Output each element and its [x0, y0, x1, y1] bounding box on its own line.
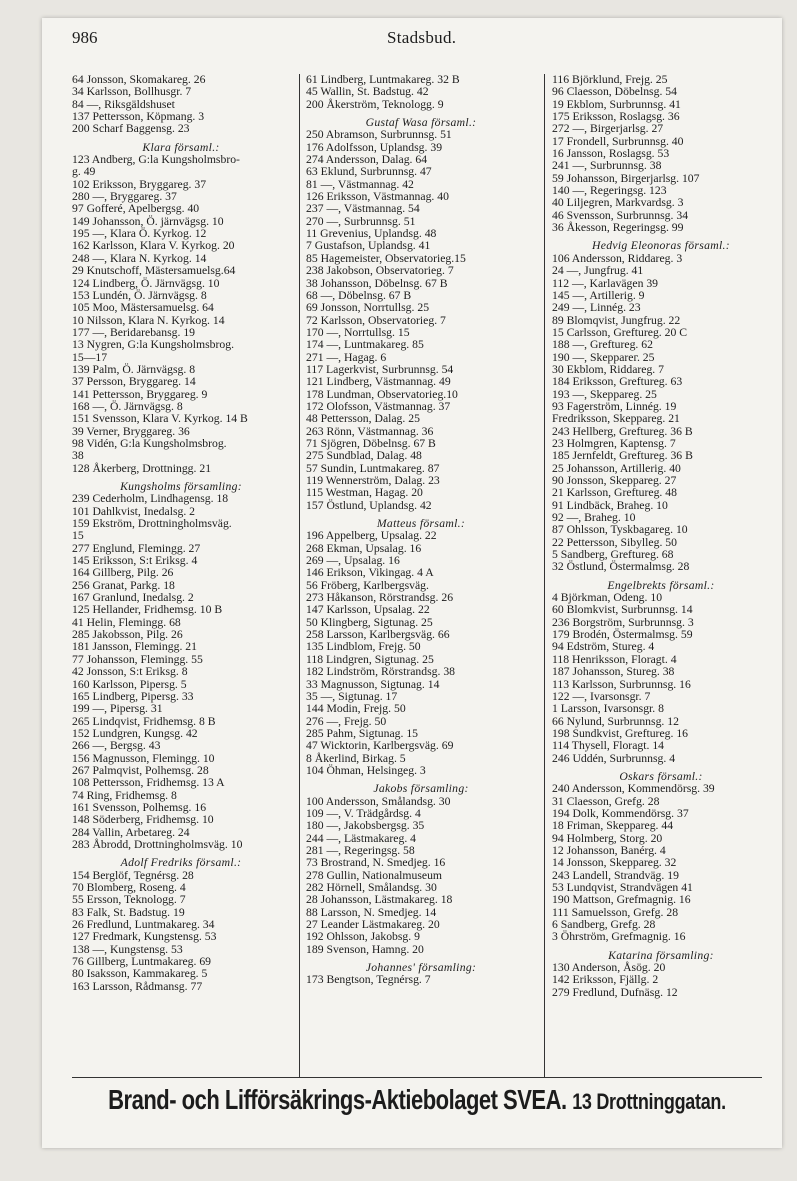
footer-rule: [72, 1077, 762, 1078]
advertisement-address: 13 Drottninggatan.: [572, 1089, 726, 1114]
directory-entry: 138 —, Kungstensg. 53: [72, 942, 183, 956]
directory-entry: 92 —, Braheg. 10: [552, 511, 636, 525]
directory-entry: 244 —, Lästmakareg. 4: [306, 831, 417, 845]
directory-entry: 258 Larsson, Karlbergsväg. 66: [306, 628, 450, 642]
directory-entry: 117 Lagerkvist, Surbrunnsg. 54: [306, 362, 454, 376]
directory-entry: 13 Nygren, G:la Kungsholmsbrog.: [72, 338, 234, 352]
directory-entry: 240 Andersson, Kommendörsg. 39: [552, 782, 715, 796]
directory-entry: 130 Anderson, Åsög. 20: [552, 961, 666, 975]
directory-entry: 89 Blomqvist, Jungfrug. 22: [552, 313, 681, 327]
directory-entry: 182 Lindström, Rörstrandsg. 38: [306, 665, 456, 679]
directory-entry: 102 Eriksson, Bryggareg. 37: [72, 177, 207, 191]
directory-entry: 10 Nilsson, Klara N. Kyrkog. 14: [72, 313, 225, 327]
directory-entry: 76 Gillberg, Luntmakareg. 69: [72, 955, 212, 969]
directory-entry: 77 Johansson, Flemingg. 55: [72, 652, 203, 666]
directory-entry: 18 Friman, Skeppareg. 44: [552, 819, 674, 833]
directory-entry: 162 Karlsson, Klara V. Kyrkog. 20: [72, 239, 235, 253]
directory-entry: 12 Johansson, Banérg. 4: [552, 843, 666, 857]
directory-entry: 160 Karlsson, Pipersg. 5: [72, 677, 187, 691]
directory-entry: 31 Claesson, Grefg. 28: [552, 794, 660, 808]
directory-entry: 184 Eriksson, Greftureg. 63: [552, 375, 683, 389]
directory-entry: 48 Pettersson, Dalag. 25: [306, 412, 420, 426]
directory-entry: 161 Svensson, Polhemsg. 16: [72, 800, 207, 814]
directory-entry: 200 Åkerström, Teknologg. 9: [306, 97, 444, 111]
directory-entry: 271 —, Hagag. 6: [306, 350, 387, 364]
directory-entry: 7 Gustafson, Uplandsg. 41: [306, 239, 431, 253]
column-3: [552, 74, 770, 999]
directory-entry: 53 Lundqvist, Strandvägen 41: [552, 881, 693, 894]
directory-entry: 265 Lindqvist, Fridhemsg. 8 B: [72, 714, 216, 728]
directory-entry: 122 —, Ivarsonsgr. 7: [552, 689, 651, 703]
directory-entry: 269 —, Upsalag. 16: [306, 554, 400, 568]
directory-entry: 144 Modin, Frejg. 50: [306, 702, 406, 716]
directory-entry: 94 Edström, Stureg. 4: [552, 640, 655, 654]
directory-entry: 135 Lindblom, Frejg. 50: [306, 640, 421, 654]
parish-heading: Oskars församl.:: [619, 769, 703, 783]
directory-entry: 141 Pettersson, Bryggareg. 9: [72, 387, 208, 401]
parish-heading: Jakobs församling:: [373, 782, 469, 796]
directory-entry: 112 —, Karlavägen 39: [552, 276, 659, 290]
directory-entry: 101 Dahlkvist, Inedalsg. 2: [72, 504, 196, 518]
directory-entry: 278 Gullin, Nationalmuseum: [306, 868, 443, 882]
directory-entry: 91 Lindbäck, Braheg. 10: [552, 498, 668, 512]
directory-entry: 152 Lundgren, Kungsg. 42: [72, 726, 198, 740]
directory-entry: 153 Lundén, Ö. Järnvägsg. 8: [72, 288, 207, 302]
directory-entry: 128 Åkerberg, Drottningg. 21: [72, 461, 212, 475]
directory-entry: 60 Blomkvist, Surbrunnsg. 14: [552, 603, 693, 617]
directory-entry: 116 Björklund, Frejg. 25: [552, 74, 668, 86]
directory-entry: 263 Rönn, Västmannag. 36: [306, 424, 434, 438]
directory-entry: 14 Jonsson, Skeppareg. 32: [552, 856, 677, 870]
directory-entry: 24 —, Jungfrug. 41: [552, 264, 644, 278]
column-1: [72, 74, 290, 993]
directory-entry: 137 Pettersson, Köpmang. 3: [72, 110, 205, 124]
directory-entry: 237 —, Västmannag. 54: [306, 202, 420, 216]
directory-entry: 46 Svensson, Surbrunnsg. 34: [552, 208, 689, 222]
directory-entry: 19 Ekblom, Surbrunnsg. 41: [552, 97, 681, 111]
directory-entry: 50 Klingberg, Sigtunag. 25: [306, 615, 433, 629]
directory-entry: 113 Karlsson, Surbrunnsg. 16: [552, 677, 691, 691]
directory-entry: 236 Borgström, Surbrunnsg. 3: [552, 615, 694, 629]
directory-entry: 8 Åkerlind, Birkag. 5: [306, 751, 406, 765]
directory-entry: 196 Appelberg, Upsalag. 22: [306, 529, 437, 543]
directory-entry: 146 Erikson, Vikingag. 4 A: [306, 566, 434, 580]
directory-entry: 4 Björkman, Odeng. 10: [552, 591, 663, 605]
directory-entry: 189 Svenson, Hamng. 20: [306, 942, 424, 956]
page-header: [72, 28, 762, 58]
directory-entry: 165 Lindberg, Pipersg. 33: [72, 689, 194, 703]
directory-entry: 243 Hellberg, Greftureg. 36 B: [552, 424, 693, 438]
directory-entry: 30 Ekblom, Riddareg. 7: [552, 362, 664, 376]
directory-entry: 40 Liljegren, Markvardsg. 3: [552, 196, 684, 210]
directory-entry: 23 Holmgren, Kaptensg. 7: [552, 436, 676, 450]
directory-entry: 80 Isaksson, Kammakareg. 5: [72, 967, 208, 981]
directory-entry: 145 Eriksson, S:t Eriksg. 4: [72, 554, 198, 568]
directory-entry: 25 Johansson, Artillerig. 40: [552, 461, 681, 475]
directory-entry: 151 Svensson, Klara V. Kyrkog. 14 B: [72, 412, 248, 426]
directory-entry: 93 Fagerström, Linnég. 19: [552, 399, 677, 413]
directory-entry: 148 Söderberg, Fridhemsg. 10: [72, 813, 214, 827]
directory-entry: 145 —, Artillerig. 9: [552, 288, 645, 302]
directory-entry: 11 Grevenius, Uplandsg. 48: [306, 227, 437, 241]
directory-entry: 72 Karlsson, Observatorieg. 7: [306, 313, 446, 327]
directory-entry: 64 Jonsson, Skomakareg. 26: [72, 74, 206, 86]
directory-entry: 163 Larsson, Rådmansg. 77: [72, 979, 203, 993]
directory-entry: 157 Östlund, Uplandsg. 42: [306, 498, 432, 512]
directory-entry: 111 Samuelsson, Grefg. 28: [552, 905, 679, 919]
directory-entry: 119 Wennerström, Dalag. 23: [306, 474, 440, 487]
directory-entry: 123 Andberg, G:la Kungsholmsbro-: [72, 153, 240, 167]
directory-entry: 16 Jansson, Roslagsg. 53: [552, 147, 670, 161]
directory-page: [42, 18, 782, 1148]
directory-entry: 147 Karlsson, Upsalag. 22: [306, 603, 430, 617]
directory-entry: 179 Brodén, Östermalmsg. 59: [552, 628, 693, 642]
directory-entry: 198 Sundkvist, Greftureg. 16: [552, 726, 689, 740]
directory-entry: 283 Åbrodd, Drottningholmsväg. 10: [72, 837, 243, 851]
directory-entry: 149 Johansson, Ö. järnvägsg. 10: [72, 214, 224, 228]
directory-entry: 193 —, Skeppareg. 25: [552, 387, 657, 401]
directory-entry: 42 Jonsson, S:t Eriksg. 8: [72, 665, 188, 679]
directory-entry: 142 Eriksson, Fjällg. 2: [552, 973, 659, 987]
directory-entry: 268 Ekman, Upsalag. 16: [306, 541, 422, 555]
parish-heading: Hedvig Eleonoras församl.:: [592, 239, 730, 253]
directory-entry: 192 Ohlsson, Jakobsg. 9: [306, 930, 420, 944]
directory-entry: 277 Englund, Flemingg. 27: [72, 541, 201, 555]
section-title: Stadsbud.: [387, 28, 457, 47]
directory-entry: 124 Lindberg, Ö. Järnvägsg. 10: [72, 276, 220, 290]
directory-entry: 273 Håkanson, Rörstrandsg. 26: [306, 591, 454, 605]
directory-entry: 59 Johansson, Birgerjarlsg. 107: [552, 171, 700, 185]
directory-entry: 71 Sjögren, Döbelnsg. 67 B: [306, 436, 436, 450]
directory-entry: 66 Nylund, Surbrunnsg. 12: [552, 714, 679, 728]
directory-entry: 70 Blomberg, Roseng. 4: [72, 881, 186, 894]
directory-entry: 38: [72, 449, 84, 463]
directory-entry: 125 Hellander, Fridhemsg. 10 B: [72, 603, 223, 617]
directory-entry: 57 Sundin, Luntmakareg. 87: [306, 461, 440, 475]
directory-entry: 284 Vallin, Arbetareg. 24: [72, 825, 190, 839]
column-divider: [299, 74, 300, 1077]
parish-heading: Kungsholms församling:: [120, 480, 242, 493]
directory-entry: 238 Jakobson, Observatorieg. 7: [306, 264, 454, 278]
directory-entry: 154 Berglöf, Tegnérsg. 28: [72, 868, 194, 882]
directory-entry: 106 Andersson, Riddareg. 3: [552, 251, 683, 265]
directory-entry: 118 Lindgren, Sigtunag. 25: [306, 652, 434, 666]
directory-entry: 248 —, Klara N. Kyrkog. 14: [72, 251, 207, 265]
directory-entry: 121 Lindberg, Västmannag. 49: [306, 375, 451, 389]
directory-entry: 96 Claesson, Döbelnsg. 54: [552, 85, 677, 99]
directory-entry: 239 Cederholm, Lindhagensg. 18: [72, 492, 229, 506]
directory-entry: 15: [72, 529, 84, 543]
directory-entry: 272 —, Birgerjarlsg. 27: [552, 122, 664, 136]
directory-entry: 33 Magnusson, Sigtunag. 14: [306, 677, 440, 691]
directory-entry: 281 —, Regeringsg. 58: [306, 843, 415, 857]
directory-entry: 275 Sundblad, Dalag. 48: [306, 449, 422, 463]
directory-entry: 56 Fröberg, Karlbergsväg.: [306, 578, 429, 592]
directory-entry: 195 —, Klara Ö. Kyrkog. 12: [72, 227, 207, 241]
directory-entry: 194 Dolk, Kommendörsg. 37: [552, 806, 689, 820]
directory-entry: 15—17: [72, 350, 108, 364]
directory-entry: 36 Åkesson, Regeringsg. 99: [552, 221, 684, 235]
directory-entry: 276 —, Frejg. 50: [306, 714, 387, 728]
directory-entry: 85 Hagemeister, Observatorieg.15: [306, 251, 466, 265]
directory-entry: 74 Ring, Fridhemsg. 8: [72, 788, 177, 802]
parish-heading: Adolf Fredriks församl.:: [120, 856, 242, 870]
directory-entry: 139 Palm, Ö. Järnvägsg. 8: [72, 362, 196, 376]
parish-heading: Johannes' församling:: [365, 961, 477, 975]
directory-entry: 35 —, Sigtunag. 17: [306, 689, 398, 703]
directory-entry: 21 Karlsson, Greftureg. 48: [552, 486, 677, 500]
directory-entry: 267 Palmqvist, Polhemsg. 28: [72, 763, 209, 777]
directory-entry: 249 —, Linnég. 23: [552, 301, 641, 315]
directory-entry: 167 Granlund, Inedalsg. 2: [72, 591, 194, 605]
directory-entry: 1 Larsson, Ivarsonsgr. 8: [552, 702, 664, 716]
directory-entry: 282 Hörnell, Smålandsg. 30: [306, 881, 437, 894]
directory-entry: 90 Jonsson, Skeppareg. 27: [552, 474, 677, 487]
directory-entry: 28 Johansson, Lästmakareg. 18: [306, 893, 453, 907]
directory-entry: 187 Johansson, Stureg. 38: [552, 665, 675, 679]
directory-entry: 118 Henriksson, Floragt. 4: [552, 652, 677, 666]
directory-entry: 34 Karlsson, Bollhusgr. 7: [72, 85, 192, 99]
directory-entry: 180 —, Jakobsbergsg. 35: [306, 819, 425, 833]
directory-entry: 266 —, Bergsg. 43: [72, 739, 161, 753]
directory-entry: 176 Adolfsson, Uplandsg. 39: [306, 140, 443, 154]
directory-entry: 185 Jernfeldt, Greftureg. 36 B: [552, 449, 693, 463]
directory-entry: 173 Bengtson, Tegnérsg. 7: [306, 973, 431, 987]
directory-entry: 177 —, Beridarebansg. 19: [72, 325, 196, 339]
directory-entry: 250 Abramson, Surbrunnsg. 51: [306, 128, 452, 142]
directory-entry: 83 Falk, St. Badstug. 19: [72, 905, 185, 919]
directory-entry: 84 —, Riksgäldshuset: [72, 97, 175, 111]
directory-entry: 37 Persson, Bryggareg. 14: [72, 375, 196, 389]
parish-heading: Katarina församling:: [608, 948, 714, 962]
directory-entry: g. 49: [72, 165, 96, 179]
directory-entry: 88 Larsson, N. Smedjeg. 14: [306, 905, 437, 919]
directory-entry: 97 Gofferé, Apelbergsg. 40: [72, 202, 200, 216]
directory-entry: 126 Eriksson, Västmannag. 40: [306, 190, 449, 204]
advertisement: [72, 1084, 762, 1117]
directory-entry: 41 Helin, Flemingg. 68: [72, 615, 181, 629]
directory-entry: 181 Jansson, Flemingg. 21: [72, 640, 197, 654]
parish-heading: Klara församl.:: [142, 140, 220, 154]
directory-entry: 5 Sandberg, Greftureg. 68: [552, 548, 674, 562]
directory-entry: 200 Scharf Baggensg. 23: [72, 122, 190, 136]
directory-entry: 15 Carlsson, Greftureg. 20 C: [552, 325, 688, 339]
directory-entry: 26 Fredlund, Luntmakareg. 34: [72, 918, 215, 932]
directory-entry: 81 —, Västmannag. 42: [306, 177, 414, 191]
directory-entry: 55 Ersson, Teknologg. 7: [72, 893, 186, 907]
directory-entry: 87 Ohlsson, Tyskbagareg. 10: [552, 523, 688, 537]
directory-entry: 115 Westman, Hagag. 20: [306, 486, 423, 500]
directory-entry: 45 Wallin, St. Badstug. 42: [306, 85, 429, 99]
directory-entry: 164 Gillberg, Pilg. 26: [72, 566, 174, 580]
directory-entry: 285 Jakobsson, Pilg. 26: [72, 628, 183, 642]
directory-entry: 127 Fredmark, Kungstensg. 53: [72, 930, 217, 944]
parish-heading: Gustaf Wasa församl.:: [365, 116, 477, 130]
directory-entry: 174 —, Luntmakareg. 85: [306, 338, 424, 352]
directory-entry: 22 Pettersson, Sibylleg. 50: [552, 535, 677, 549]
directory-entry: 246 Uddén, Surbrunnsg. 4: [552, 751, 676, 765]
directory-entry: 190 —, Skepparег. 25: [552, 350, 655, 364]
directory-entry: 109 —, V. Trädgårdsg. 4: [306, 806, 421, 820]
directory-entry: 68 —, Döbelnsg. 67 B: [306, 288, 412, 302]
advertisement-company: Brand- och Lifförsäkrings-Aktiebolaget SVEA.: [108, 1084, 567, 1116]
directory-entry: 73 Brostrand, N. Smedjeg. 16: [306, 856, 446, 870]
directory-entry: 159 Ekström, Drottningholmsväg.: [72, 517, 232, 531]
directory-entry: 172 Olofsson, Västmannag. 37: [306, 399, 451, 413]
directory-entry: 241 —, Surbrunnsg. 38: [552, 159, 662, 173]
directory-entry: 256 Granat, Parkg. 18: [72, 578, 175, 592]
directory-entry: 188 —, Greftureg. 62: [552, 338, 653, 352]
directory-entry: 6 Sandberg, Grefg. 28: [552, 918, 656, 932]
directory-entry: 270 —, Surbrunnsg. 51: [306, 214, 416, 228]
directory-entry: 243 Landell, Strandväg. 19: [552, 868, 679, 882]
directory-entry: 279 Fredlund, Dufnäsg. 12: [552, 985, 678, 999]
directory-entry: 39 Verner, Bryggareg. 36: [72, 424, 190, 438]
directory-entry: 69 Jonsson, Norrtullsg. 25: [306, 301, 430, 315]
directory-entry: 108 Pettersson, Fridhemsg. 13 A: [72, 776, 225, 790]
directory-entry: 29 Knutschoff, Mästersamuelsg.64: [72, 264, 236, 278]
directory-entry: 100 Andersson, Smålandsg. 30: [306, 794, 451, 808]
directory-entry: 178 Lundman, Observatorieg.10: [306, 387, 458, 401]
directory-entry: 274 Andersson, Dalag. 64: [306, 153, 428, 167]
column-2: [306, 74, 536, 987]
directory-entry: 63 Eklund, Surbrunnsg. 47: [306, 165, 432, 179]
directory-entry: 114 Thysell, Floragt. 14: [552, 739, 665, 753]
directory-entry: 3 Öhrström, Grefmagnig. 16: [552, 930, 686, 944]
column-divider: [544, 74, 545, 1077]
page-number: 986: [72, 28, 98, 47]
directory-entry: 98 Vidén, G:la Kungsholmsbrog.: [72, 436, 227, 450]
directory-entry: 27 Leander Lästmakareg. 20: [306, 918, 440, 932]
directory-entry: 104 Öhman, Helsingeg. 3: [306, 763, 426, 777]
directory-entry: 280 —, Bryggareg. 37: [72, 190, 177, 204]
directory-entry: 156 Magnusson, Flemingg. 10: [72, 751, 215, 765]
parish-heading: Engelbrekts församl.:: [607, 578, 715, 592]
directory-entry: 285 Pahm, Sigtunag. 15: [306, 726, 419, 740]
directory-entry: 61 Lindberg, Luntmakareg. 32 B: [306, 74, 460, 86]
directory-entry: 168 —, Ö. Järnvägsg. 8: [72, 399, 183, 413]
directory-entry: 38 Johansson, Döbelnsg. 67 B: [306, 276, 448, 290]
directory-entry: Fredriksson, Skeppareg. 21: [552, 412, 680, 426]
parish-heading: Matteus församl.:: [376, 517, 466, 531]
directory-entry: 32 Östlund, Östermalmsg. 28: [552, 560, 690, 574]
directory-entry: 170 —, Norrtullsg. 15: [306, 325, 410, 339]
directory-entry: 47 Wicktorin, Karlbergsväg. 69: [306, 739, 454, 753]
directory-entry: 105 Moo, Mästersamuelsg. 64: [72, 301, 214, 315]
directory-entry: 17 Frondell, Surbrunnsg. 40: [552, 134, 684, 148]
directory-entry: 94 Holmberg, Storg. 20: [552, 831, 663, 845]
directory-entry: 175 Eriksson, Roslagsg. 36: [552, 110, 680, 124]
directory-entry: 199 —, Pipersg. 31: [72, 702, 163, 716]
directory-entry: 190 Mattson, Grefmagnig. 16: [552, 893, 691, 907]
directory-entry: 140 —, Regeringsg. 123: [552, 184, 667, 198]
